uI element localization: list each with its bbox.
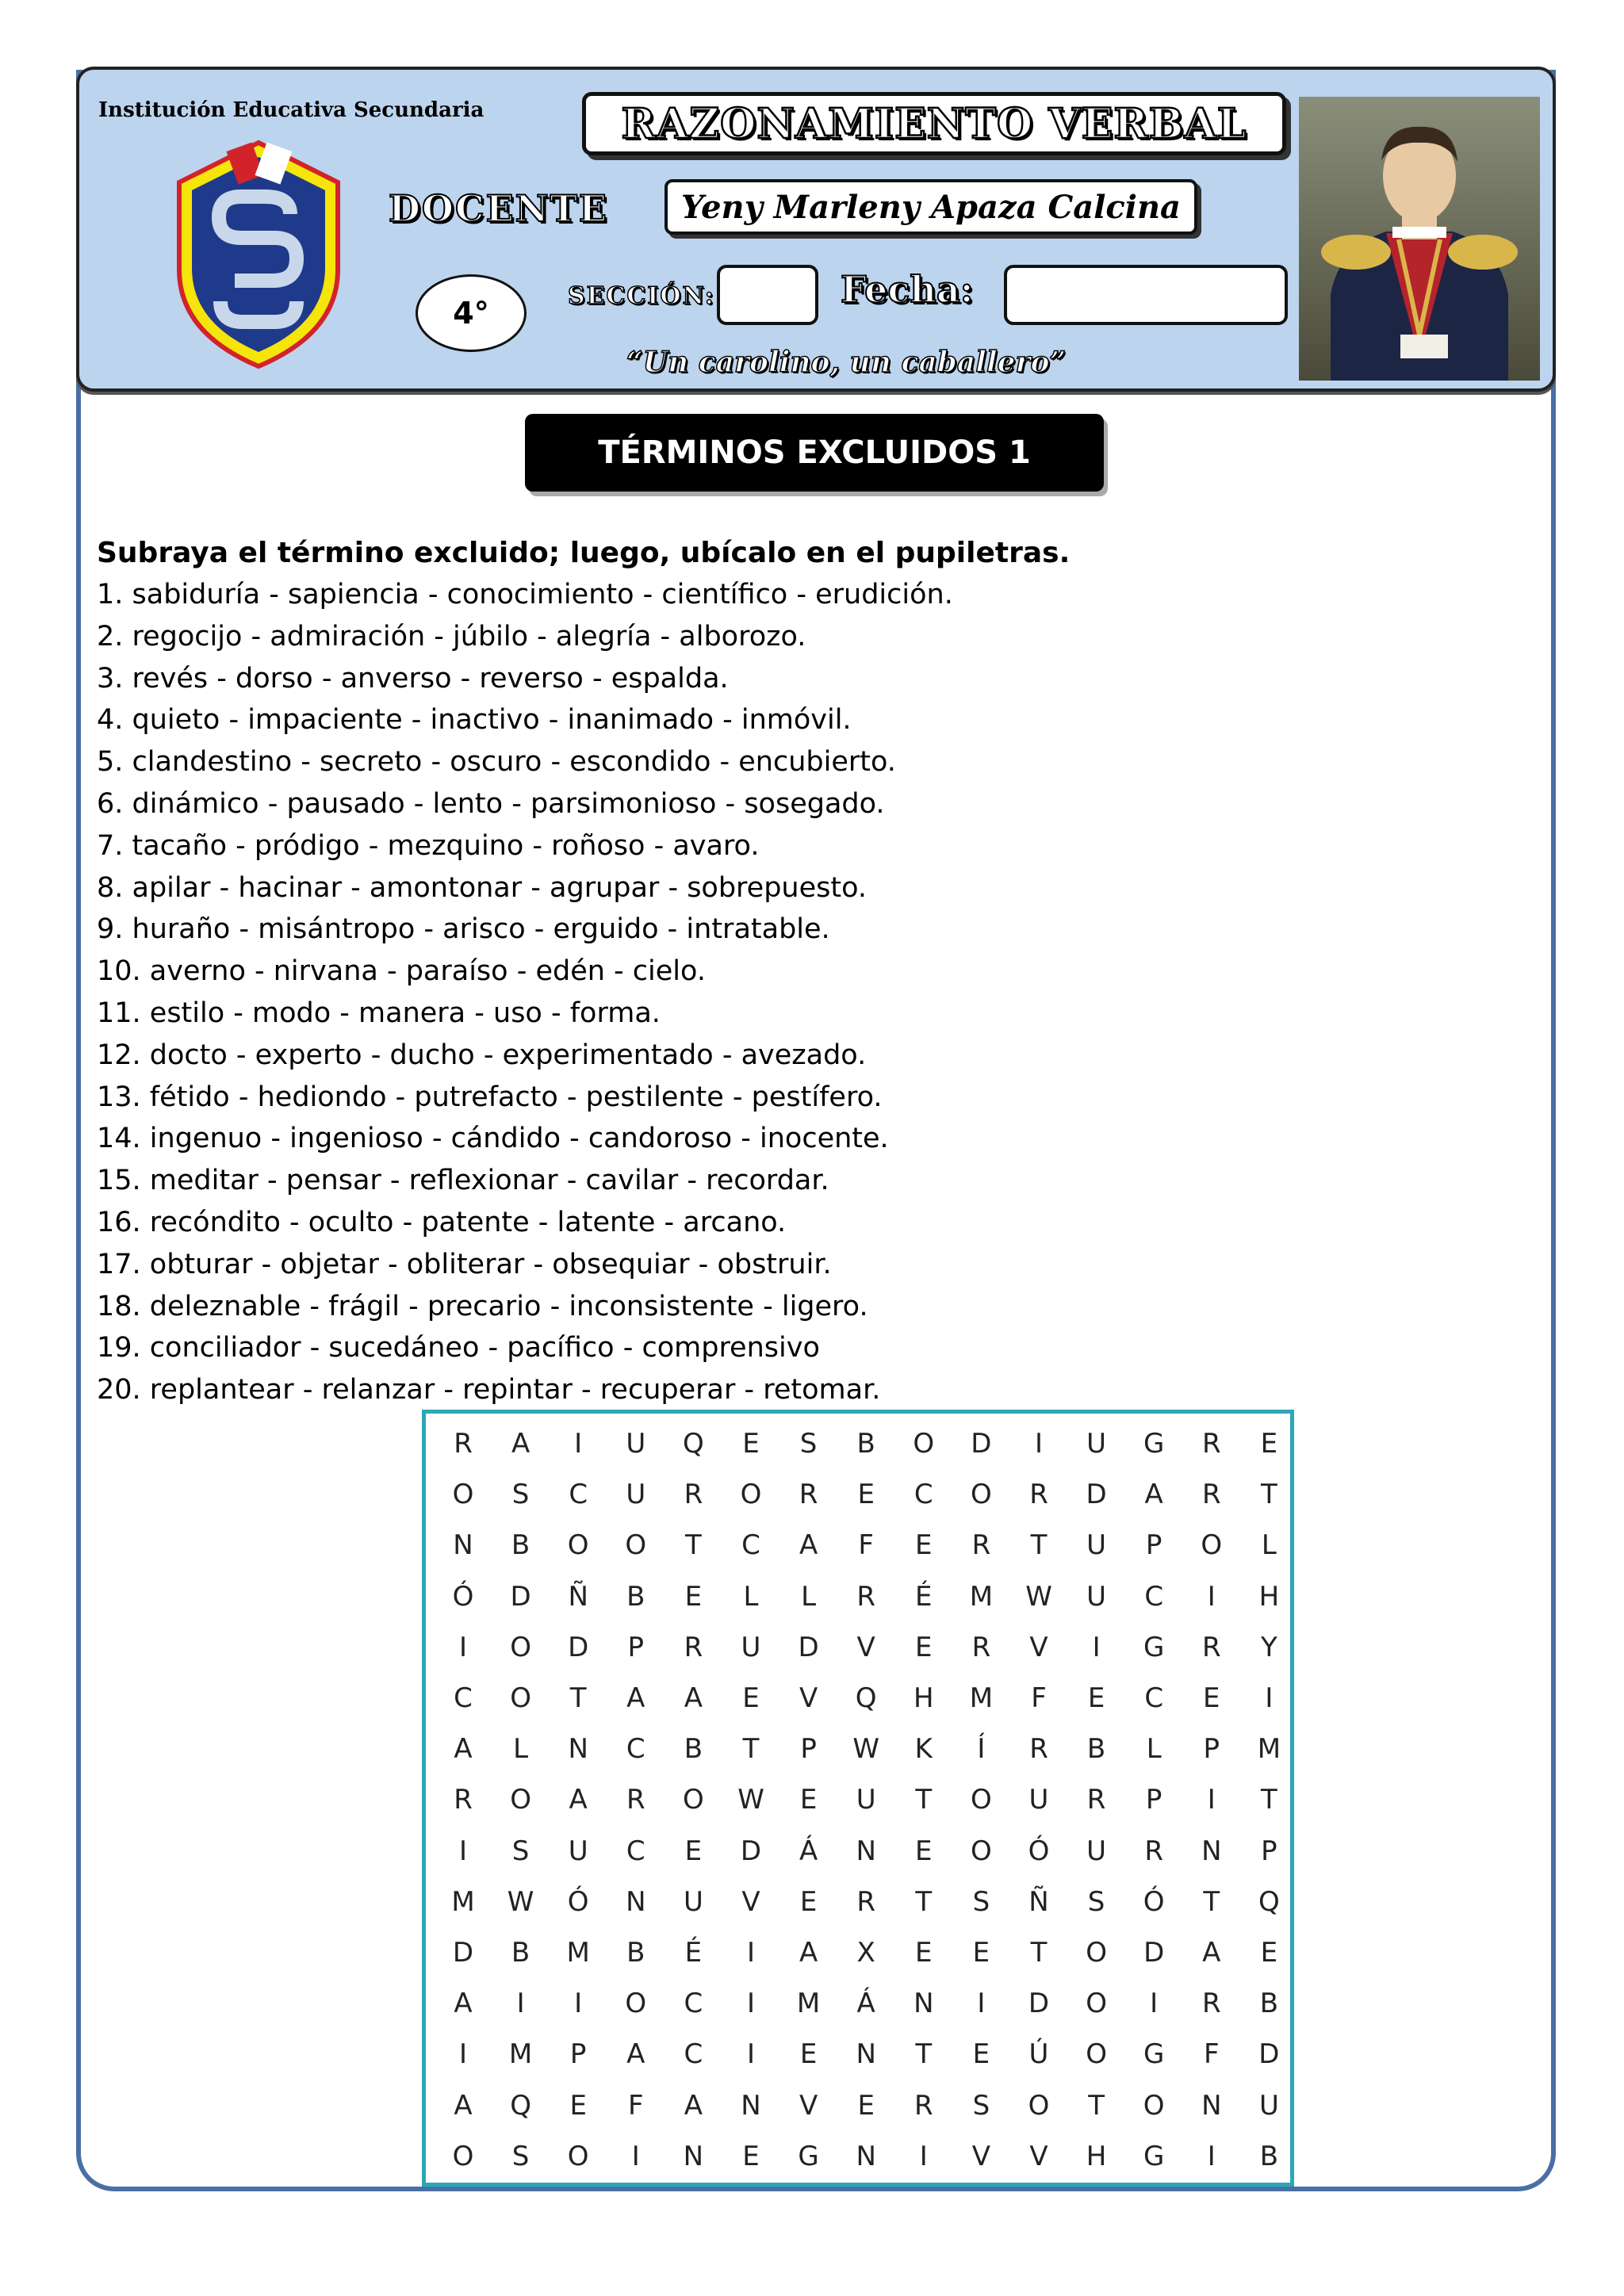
puzzle-letter[interactable]: O xyxy=(971,1479,992,1511)
puzzle-letter[interactable]: I xyxy=(919,2140,928,2172)
puzzle-letter[interactable]: B xyxy=(1259,1988,1279,2020)
puzzle-letter[interactable]: C xyxy=(1144,1580,1164,1613)
puzzle-letter[interactable]: A xyxy=(454,1988,473,2020)
puzzle-letter[interactable]: B xyxy=(511,1937,530,1969)
puzzle-letter[interactable]: C xyxy=(684,2038,703,2071)
list-item: 12. docto - experto - ducho - experimentado - avezado. xyxy=(97,1039,867,1071)
puzzle-letter[interactable]: Q xyxy=(855,1682,877,1714)
puzzle-letter[interactable]: T xyxy=(742,1733,760,1766)
puzzle-letter[interactable]: A xyxy=(626,1682,645,1714)
puzzle-letter[interactable]: E xyxy=(972,2038,990,2071)
portrait-image xyxy=(1299,97,1540,381)
puzzle-letter[interactable]: T xyxy=(1088,2089,1105,2122)
puzzle-letter[interactable]: R xyxy=(1201,1631,1221,1663)
puzzle-letter[interactable]: R xyxy=(1144,1835,1163,1867)
puzzle-letter[interactable]: O xyxy=(740,1479,762,1511)
puzzle-letter[interactable]: S xyxy=(1087,1885,1105,1918)
puzzle-letter[interactable]: G xyxy=(1143,1428,1165,1460)
puzzle-letter[interactable]: T xyxy=(915,1784,933,1816)
puzzle-letter[interactable]: S xyxy=(972,2089,990,2122)
puzzle-row xyxy=(426,1826,1290,1877)
puzzle-letter[interactable]: T xyxy=(685,1529,702,1562)
puzzle-letter[interactable]: Ó xyxy=(567,1885,589,1918)
puzzle-letter[interactable]: Ñ xyxy=(568,1580,588,1613)
list-item: 6. dinámico - pausado - lento - parsimonioso - sosegado. xyxy=(97,787,885,820)
puzzle-letter[interactable]: Ó xyxy=(1143,1885,1165,1918)
puzzle-letter[interactable]: F xyxy=(1204,2038,1220,2071)
puzzle-letter[interactable]: M xyxy=(1257,1733,1281,1766)
puzzle-letter[interactable]: M xyxy=(969,1682,994,1714)
list-item: 17. obturar - objetar - obliterar - obsequiar - obstruir. xyxy=(97,1248,832,1280)
puzzle-letter[interactable]: Ó xyxy=(452,1580,474,1613)
puzzle-letter[interactable]: C xyxy=(1144,1682,1164,1714)
puzzle-row xyxy=(426,1724,1290,1774)
puzzle-letter[interactable]: H xyxy=(1086,2140,1107,2172)
puzzle-letter[interactable]: M xyxy=(796,1988,821,2020)
puzzle-letter[interactable]: R xyxy=(626,1784,645,1816)
puzzle-letter[interactable]: L xyxy=(513,1733,529,1766)
seccion-field[interactable] xyxy=(717,265,818,325)
puzzle-letter[interactable]: B xyxy=(511,1529,530,1562)
puzzle-letter[interactable]: E xyxy=(915,1529,933,1562)
puzzle-letter[interactable]: E xyxy=(684,1835,703,1867)
puzzle-letter[interactable]: D xyxy=(1086,1479,1107,1511)
puzzle-letter[interactable]: N xyxy=(741,2089,761,2122)
puzzle-letter[interactable]: O xyxy=(452,1479,474,1511)
puzzle-letter[interactable]: E xyxy=(684,1580,703,1613)
puzzle-letter[interactable]: E xyxy=(857,2089,875,2122)
puzzle-letter[interactable]: I xyxy=(746,1988,756,2020)
puzzle-letter[interactable]: T xyxy=(1261,1784,1277,1816)
puzzle-row xyxy=(426,2131,1290,2182)
puzzle-letter[interactable]: T xyxy=(1030,1529,1048,1562)
puzzle-letter[interactable]: A xyxy=(684,1682,703,1714)
puzzle-letter[interactable]: I xyxy=(977,1988,986,2020)
list-item: 15. meditar - pensar - reflexionar - cavilar - recordar. xyxy=(97,1165,829,1197)
puzzle-letter[interactable]: V xyxy=(856,1631,875,1663)
puzzle-letter[interactable]: U xyxy=(741,1631,761,1663)
puzzle-letter[interactable]: Í xyxy=(977,1733,986,1766)
puzzle-letter[interactable]: B xyxy=(626,1580,645,1613)
puzzle-letter[interactable]: W xyxy=(737,1784,764,1816)
puzzle-letter[interactable]: C xyxy=(454,1682,473,1714)
list-item: 2. regocijo - admiración - júbilo - alegría - alborozo. xyxy=(97,620,806,652)
puzzle-letter[interactable]: T xyxy=(1030,1937,1048,1969)
puzzle-letter[interactable]: B xyxy=(1086,1733,1106,1766)
puzzle-letter[interactable]: A xyxy=(454,1733,473,1766)
puzzle-letter[interactable]: A xyxy=(1202,1937,1221,1969)
puzzle-letter[interactable]: Ó xyxy=(1028,1835,1050,1867)
puzzle-letter[interactable]: O xyxy=(452,2140,474,2172)
list-item: 9. huraño - misántropo - arisco - erguido - intratable. xyxy=(97,913,830,946)
puzzle-letter[interactable]: I xyxy=(458,1835,468,1867)
puzzle-letter[interactable]: U xyxy=(626,1428,646,1460)
puzzle-letter[interactable]: O xyxy=(683,1784,704,1816)
puzzle-letter[interactable]: E xyxy=(799,1885,818,1918)
puzzle-letter[interactable]: E xyxy=(1203,1682,1220,1714)
puzzle-letter[interactable]: R xyxy=(1029,1733,1048,1766)
puzzle-letter[interactable]: I xyxy=(1207,2140,1216,2172)
instructions-heading: Subraya el término excluido; luego, ubícalo en el pupiletras. xyxy=(97,537,1071,569)
puzzle-letter[interactable]: M xyxy=(508,2038,533,2071)
puzzle-row xyxy=(426,1978,1290,2029)
puzzle-letter[interactable]: O xyxy=(1201,1529,1223,1562)
puzzle-letter[interactable]: R xyxy=(684,1479,703,1511)
puzzle-letter[interactable]: Q xyxy=(1258,1885,1280,1918)
puzzle-letter[interactable]: F xyxy=(628,2089,644,2122)
puzzle-letter[interactable]: R xyxy=(799,1479,818,1511)
puzzle-letter[interactable]: R xyxy=(856,1580,875,1613)
puzzle-letter[interactable]: I xyxy=(458,1631,468,1663)
puzzle-letter[interactable]: E xyxy=(742,1428,760,1460)
puzzle-letter[interactable]: E xyxy=(1260,1937,1278,1969)
puzzle-letter[interactable]: B xyxy=(856,1428,875,1460)
puzzle-letter[interactable]: V xyxy=(971,2140,991,2172)
puzzle-letter[interactable]: O xyxy=(1086,2038,1107,2071)
puzzle-letter[interactable]: P xyxy=(1203,1733,1220,1766)
puzzle-letter[interactable]: H xyxy=(1258,1580,1280,1613)
puzzle-row xyxy=(426,1520,1290,1571)
puzzle-letter[interactable]: C xyxy=(626,1733,645,1766)
puzzle-letter[interactable]: R xyxy=(914,2089,933,2122)
puzzle-letter[interactable]: R xyxy=(971,1631,991,1663)
puzzle-letter[interactable]: N xyxy=(1201,2089,1222,2122)
puzzle-letter[interactable]: R xyxy=(1029,1479,1048,1511)
puzzle-letter[interactable]: L xyxy=(1146,1733,1162,1766)
puzzle-letter[interactable]: W xyxy=(1025,1580,1052,1613)
puzzle-letter[interactable]: V xyxy=(799,2089,818,2122)
puzzle-letter[interactable]: D xyxy=(740,1835,762,1867)
puzzle-letter[interactable]: M xyxy=(969,1580,994,1613)
puzzle-letter[interactable]: C xyxy=(569,1479,588,1511)
puzzle-letter[interactable]: Q xyxy=(683,1428,704,1460)
puzzle-letter[interactable]: E xyxy=(972,1937,990,1969)
puzzle-letter[interactable]: P xyxy=(569,2038,587,2071)
puzzle-letter[interactable]: E xyxy=(569,2089,587,2122)
puzzle-letter[interactable]: B xyxy=(684,1733,703,1766)
puzzle-letter[interactable]: U xyxy=(568,1835,588,1867)
puzzle-letter[interactable]: X xyxy=(856,1937,875,1969)
list-item: 13. fétido - hediondo - putrefacto - pestilente - pestífero. xyxy=(97,1081,883,1113)
puzzle-letter[interactable]: O xyxy=(567,1529,589,1562)
puzzle-letter[interactable]: O xyxy=(567,2140,589,2172)
puzzle-letter[interactable]: G xyxy=(1143,2140,1165,2172)
puzzle-letter[interactable]: Á xyxy=(856,1988,875,2020)
puzzle-letter[interactable]: I xyxy=(746,2038,756,2071)
puzzle-letter[interactable]: O xyxy=(510,1784,531,1816)
puzzle-row xyxy=(426,1774,1290,1825)
puzzle-letter[interactable]: I xyxy=(1207,1784,1216,1816)
list-item: 14. ingenuo - ingenioso - cándido - candoroso - inocente. xyxy=(97,1123,889,1155)
puzzle-letter[interactable]: A xyxy=(569,1784,588,1816)
course-title: RAZONAMIENTO VERBAL xyxy=(621,99,1247,148)
puzzle-letter[interactable]: O xyxy=(1086,1937,1107,1969)
puzzle-letter[interactable]: E xyxy=(742,1682,760,1714)
puzzle-letter[interactable]: N xyxy=(856,2140,876,2172)
puzzle-letter[interactable]: U xyxy=(1086,1580,1107,1613)
teacher-name: Yeny Marleny Apaza Calcina xyxy=(681,188,1181,226)
puzzle-letter[interactable]: R xyxy=(1086,1784,1106,1816)
puzzle-row xyxy=(426,1418,1290,1469)
puzzle-letter[interactable]: V xyxy=(1029,2140,1048,2172)
puzzle-letter[interactable]: V xyxy=(1029,1631,1048,1663)
puzzle-letter[interactable]: N xyxy=(856,2038,876,2071)
puzzle-letter[interactable]: E xyxy=(915,1631,933,1663)
puzzle-letter[interactable]: E xyxy=(799,1784,818,1816)
puzzle-letter[interactable]: I xyxy=(1150,1988,1159,2020)
puzzle-letter[interactable]: G xyxy=(1143,1631,1165,1663)
puzzle-letter[interactable]: Q xyxy=(510,2089,531,2122)
puzzle-letter[interactable]: N xyxy=(568,1733,588,1766)
institution-name: Institución Educativa Secundaria xyxy=(98,98,485,122)
puzzle-letter[interactable]: D xyxy=(1258,2038,1280,2071)
puzzle-letter[interactable]: N xyxy=(683,2140,704,2172)
puzzle-row xyxy=(426,1673,1290,1724)
motto: “Un carolino, un caballero” xyxy=(626,346,1067,379)
puzzle-letter[interactable]: D xyxy=(510,1580,531,1613)
puzzle-letter[interactable]: O xyxy=(625,1529,647,1562)
puzzle-letter[interactable]: K xyxy=(914,1733,933,1766)
puzzle-letter[interactable]: S xyxy=(799,1428,818,1460)
puzzle-letter[interactable]: V xyxy=(799,1682,818,1714)
puzzle-letter[interactable]: I xyxy=(458,2038,468,2071)
puzzle-letter[interactable]: P xyxy=(1145,1784,1162,1816)
puzzle-letter[interactable]: O xyxy=(1143,2089,1165,2122)
list-item: 4. quieto - impaciente - inactivo - inanimado - inmóvil. xyxy=(97,704,852,737)
list-item: 7. tacaño - pródigo - mezquino - roñoso - avaro. xyxy=(97,829,760,862)
section-title xyxy=(525,414,1104,492)
puzzle-letter[interactable]: A xyxy=(684,2089,703,2122)
puzzle-letter[interactable]: U xyxy=(626,1479,646,1511)
puzzle-letter[interactable]: R xyxy=(684,1631,703,1663)
puzzle-letter[interactable]: U xyxy=(1086,1428,1107,1460)
puzzle-letter[interactable]: B xyxy=(626,1937,645,1969)
puzzle-letter[interactable]: O xyxy=(510,1682,531,1714)
puzzle-letter[interactable]: M xyxy=(451,1885,475,1918)
puzzle-letter[interactable]: L xyxy=(1261,1529,1277,1562)
puzzle-letter[interactable]: F xyxy=(1031,1682,1047,1714)
puzzle-letter[interactable]: S xyxy=(511,1479,530,1511)
fecha-field[interactable] xyxy=(1004,265,1288,325)
puzzle-row xyxy=(426,1622,1290,1673)
fecha-label: Fecha: xyxy=(841,268,974,311)
puzzle-letter[interactable]: N xyxy=(453,1529,473,1562)
puzzle-letter[interactable]: U xyxy=(1086,1835,1107,1867)
list-item: 11. estilo - modo - manera - uso - forma. xyxy=(97,997,661,1029)
school-logo-icon xyxy=(163,135,354,373)
docente-label: DOCENTE xyxy=(389,187,608,230)
puzzle-letter[interactable]: A xyxy=(626,2038,645,2071)
puzzle-letter[interactable]: E xyxy=(857,1479,875,1511)
puzzle-letter[interactable]: F xyxy=(858,1529,874,1562)
puzzle-letter[interactable]: S xyxy=(511,1835,530,1867)
puzzle-letter[interactable]: A xyxy=(1144,1479,1163,1511)
puzzle-letter[interactable]: E xyxy=(799,2038,818,2071)
puzzle-letter[interactable]: R xyxy=(454,1784,473,1816)
list-item: 1. sabiduría - sapiencia - conocimiento - científico - erudición. xyxy=(97,579,953,610)
puzzle-letter[interactable]: R xyxy=(971,1529,991,1562)
puzzle-letter[interactable]: T xyxy=(569,1682,587,1714)
puzzle-letter[interactable]: O xyxy=(510,1631,531,1663)
list-item: 10. averno - nirvana - paraíso - edén - cielo. xyxy=(97,955,706,988)
list-item: 19. conciliador - sucedáneo - pacífico - comprensivo xyxy=(97,1332,820,1364)
puzzle-letter[interactable]: I xyxy=(1034,1428,1044,1460)
puzzle-letter[interactable]: P xyxy=(800,1733,817,1766)
puzzle-letter[interactable]: D xyxy=(568,1631,589,1663)
puzzle-letter[interactable]: D xyxy=(452,1937,474,1969)
puzzle-letter[interactable]: A xyxy=(454,2089,473,2122)
puzzle-letter[interactable]: S xyxy=(972,1885,990,1918)
word-search-grid xyxy=(422,1410,1294,2187)
puzzle-letter[interactable]: É xyxy=(915,1580,933,1613)
puzzle-letter[interactable]: M xyxy=(566,1937,590,1969)
puzzle-letter[interactable]: C xyxy=(626,1835,645,1867)
puzzle-letter[interactable]: E xyxy=(915,1835,933,1867)
puzzle-letter[interactable]: B xyxy=(1259,2140,1279,2172)
puzzle-letter[interactable]: N xyxy=(856,1835,876,1867)
puzzle-letter[interactable]: R xyxy=(856,1885,875,1918)
puzzle-letter[interactable]: W xyxy=(507,1885,534,1918)
puzzle-letter[interactable]: T xyxy=(1203,1885,1220,1918)
puzzle-letter[interactable]: R xyxy=(1201,1479,1221,1511)
puzzle-letter[interactable]: E xyxy=(1087,1682,1105,1714)
puzzle-row xyxy=(426,1877,1290,1927)
puzzle-row xyxy=(426,1927,1290,1978)
puzzle-letter[interactable]: U xyxy=(1258,2089,1279,2122)
list-item: 3. revés - dorso - anverso - reverso - espalda. xyxy=(97,662,729,695)
puzzle-letter[interactable]: E xyxy=(915,1937,933,1969)
section-title-text: TÉRMINOS EXCLUIDOS 1 xyxy=(598,434,1031,471)
puzzle-letter[interactable]: D xyxy=(1143,1937,1165,1969)
puzzle-letter[interactable]: O xyxy=(1028,2089,1050,2122)
puzzle-letter[interactable]: G xyxy=(1143,2038,1165,2071)
puzzle-letter[interactable]: R xyxy=(454,1428,473,1460)
puzzle-letter[interactable]: I xyxy=(746,1937,756,1969)
puzzle-letter[interactable]: P xyxy=(1145,1529,1162,1562)
puzzle-letter[interactable]: I xyxy=(1207,1580,1216,1613)
puzzle-letter[interactable]: S xyxy=(511,2140,530,2172)
puzzle-letter[interactable]: G xyxy=(798,2140,819,2172)
list-item: 5. clandestino - secreto - oscuro - escondido - encubierto. xyxy=(97,746,896,779)
puzzle-letter[interactable]: C xyxy=(684,1988,703,2020)
puzzle-letter[interactable]: U xyxy=(856,1784,876,1816)
list-item: 8. apilar - hacinar - amontonar - agrupar - sobrepuesto. xyxy=(97,871,868,904)
puzzle-letter[interactable]: Y xyxy=(1261,1631,1277,1663)
teacher-name-box xyxy=(665,179,1197,235)
puzzle-letter[interactable]: A xyxy=(511,1428,530,1460)
puzzle-letter[interactable]: E xyxy=(742,2140,760,2172)
puzzle-letter[interactable]: P xyxy=(1261,1835,1277,1867)
puzzle-letter[interactable]: U xyxy=(1086,1529,1107,1562)
list-item: 16. recóndito - oculto - patente - latente - arcano. xyxy=(97,1206,787,1238)
puzzle-letter[interactable]: I xyxy=(1092,1631,1101,1663)
puzzle-letter[interactable]: U xyxy=(683,1885,703,1918)
header xyxy=(76,67,1556,392)
puzzle-letter[interactable]: A xyxy=(799,1937,818,1969)
puzzle-letter[interactable]: Ñ xyxy=(1028,1885,1049,1918)
puzzle-row xyxy=(426,1571,1290,1622)
puzzle-letter[interactable]: L xyxy=(743,1580,759,1613)
puzzle-row xyxy=(426,2080,1290,2131)
list-item: 20. replantear - relanzar - repintar - recuperar - retomar. xyxy=(97,1374,881,1406)
puzzle-letter[interactable]: Ú xyxy=(1028,2038,1049,2071)
puzzle-letter[interactable]: W xyxy=(852,1733,879,1766)
course-title-box xyxy=(582,92,1286,155)
list-item: 18. deleznable - frágil - precario - inconsistente - ligero. xyxy=(97,1290,868,1322)
puzzle-letter[interactable]: C xyxy=(741,1529,760,1562)
puzzle-letter[interactable]: I xyxy=(574,1428,583,1460)
puzzle-letter[interactable]: O xyxy=(625,1988,647,2020)
puzzle-letter[interactable]: Á xyxy=(799,1835,818,1867)
exercise-list xyxy=(97,533,1524,1411)
puzzle-letter[interactable]: R xyxy=(1201,1988,1221,2020)
puzzle-letter[interactable]: N xyxy=(914,1988,934,2020)
puzzle-letter[interactable]: O xyxy=(971,1835,992,1867)
puzzle-letter[interactable]: I xyxy=(1265,1682,1274,1714)
puzzle-letter[interactable]: A xyxy=(799,1529,818,1562)
puzzle-letter[interactable]: É xyxy=(684,1937,703,1969)
grade-badge: 4° xyxy=(416,274,527,352)
puzzle-letter[interactable]: T xyxy=(1261,1479,1277,1511)
puzzle-letter[interactable]: T xyxy=(915,1885,933,1918)
puzzle-letter[interactable]: H xyxy=(914,1682,934,1714)
puzzle-letter[interactable]: I xyxy=(574,1988,583,2020)
puzzle-letter[interactable]: D xyxy=(798,1631,819,1663)
puzzle-letter[interactable]: V xyxy=(741,1885,760,1918)
puzzle-letter[interactable]: I xyxy=(516,1988,525,2020)
puzzle-letter[interactable]: D xyxy=(971,1428,992,1460)
puzzle-letter[interactable]: U xyxy=(1028,1784,1049,1816)
puzzle-letter[interactable]: D xyxy=(1028,1988,1050,2020)
puzzle-row xyxy=(426,1469,1290,1520)
puzzle-row xyxy=(426,2029,1290,2080)
puzzle-letter[interactable]: T xyxy=(915,2038,933,2071)
puzzle-letter[interactable]: E xyxy=(1260,1428,1278,1460)
puzzle-letter[interactable]: R xyxy=(1201,1428,1221,1460)
puzzle-letter[interactable]: N xyxy=(1201,1835,1222,1867)
puzzle-letter[interactable]: N xyxy=(626,1885,646,1918)
puzzle-letter[interactable]: O xyxy=(913,1428,935,1460)
puzzle-letter[interactable]: L xyxy=(801,1580,817,1613)
puzzle-letter[interactable]: P xyxy=(627,1631,645,1663)
puzzle-letter[interactable]: O xyxy=(1086,1988,1107,2020)
seccion-label: SECCIÓN: xyxy=(568,282,715,310)
puzzle-letter[interactable]: I xyxy=(631,2140,640,2172)
puzzle-letter[interactable]: O xyxy=(971,1784,992,1816)
puzzle-letter[interactable]: C xyxy=(914,1479,933,1511)
